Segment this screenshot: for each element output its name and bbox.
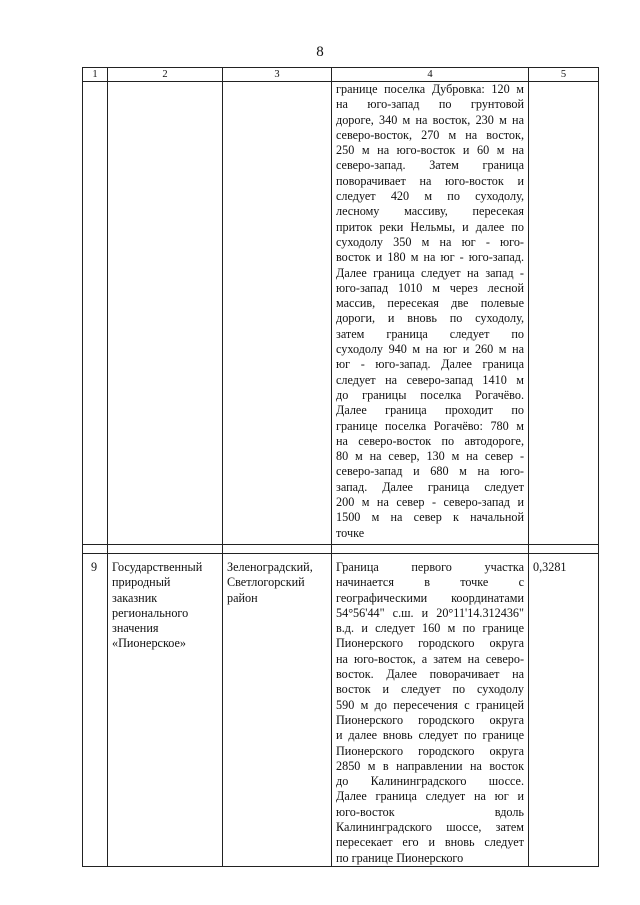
row2-boundary-lines [336, 560, 524, 866]
table-header-row [83, 68, 599, 82]
header-cell-5: 5 [529, 68, 599, 82]
row1-boundary-lines [336, 82, 524, 541]
text-line: и далее вновь следует по границе [336, 728, 524, 743]
text-line: Пионерского городского округа [336, 636, 524, 651]
text-line: восток. Далее поворачивает на [336, 667, 524, 682]
text-line: 54°56'44" с.ш. и 20°11'14.312436" [336, 605, 524, 620]
text-line: до границы поселка Рогачёво. [336, 387, 524, 402]
text-line: значения [112, 621, 159, 636]
table-row [83, 82, 599, 545]
text-line: запад. Далее граница следует [336, 479, 524, 494]
text-line: поворачивает на юго-восток и [336, 173, 524, 188]
row2-district-cell [223, 554, 332, 867]
text-line: Далее граница следует на юг и [336, 789, 524, 804]
text-line: в.д. и следует 160 м по границе [336, 621, 524, 636]
text-line: юг - юго-запад. Далее граница [336, 357, 524, 372]
text-line: затем граница следует по [336, 326, 524, 341]
text-line: северо-запад и 680 м на юго- [336, 464, 524, 479]
text-line: 200 м на север - северо-запад и [336, 495, 524, 510]
text-line: начинается в точке с [336, 575, 524, 590]
text-line: границе поселка Рогачёво: 780 м [336, 418, 524, 433]
text-line: 2850 м в направлении на восток [336, 758, 524, 773]
text-line: Государственный [112, 560, 203, 574]
text-line: район [227, 590, 258, 605]
row1-number-cell [83, 82, 108, 545]
table-row [83, 554, 599, 867]
text-line: географическими координатами [336, 590, 524, 605]
text-line: Далее граница проходит по [336, 403, 524, 418]
text-line: Граница первого участка [336, 560, 524, 574]
text-line: северо-запад. Затем граница [336, 158, 524, 173]
text-line: лесному массиву, пересекая [336, 204, 524, 219]
text-line: приток реки Нельмы, и далее по [336, 219, 524, 234]
text-line: Пионерского городского округа [336, 743, 524, 758]
text-line: на юго-запад по грунтовой [336, 97, 524, 112]
text-line: Пионерского городского округа [336, 712, 524, 727]
row2-boundary-description [332, 554, 529, 867]
text-line: 590 м до пересечения с границей [336, 697, 524, 712]
text-line: северо-восток, 270 м на восток, [336, 127, 524, 142]
text-line: точке [336, 525, 365, 540]
text-line: Далее граница следует на запад - [336, 265, 524, 280]
text-line: Светлогорский [227, 575, 305, 590]
row1-name-cell [108, 82, 223, 545]
text-line: дороге, 340 м на восток, 230 м на [336, 112, 524, 127]
text-line: восток и 180 м на юг - юго-запад. [336, 250, 524, 265]
text-line: массив, пересекая две полевые [336, 296, 524, 311]
text-line: пересекает его и вновь следует [336, 835, 524, 850]
row1-boundary-description [332, 82, 529, 545]
text-line: 80 м на север, 130 м на север - [336, 449, 524, 464]
text-line: 1500 м на север к начальной [336, 510, 524, 525]
text-line: «Пионерское» [112, 636, 186, 651]
document-table [82, 67, 599, 867]
text-line: Калининградского шоссе, затем [336, 820, 524, 835]
text-line: на юго-восток, а затем на северо- [336, 651, 524, 666]
text-line: заказник [112, 590, 158, 605]
row1-area-cell [529, 82, 599, 545]
text-line: восток и следует по суходолу [336, 682, 524, 697]
text-line: следует 420 м по суходолу, [336, 189, 524, 204]
text-line: суходолу 940 м на юг и 260 м на [336, 342, 524, 357]
row1-district-cell [223, 82, 332, 545]
text-line: дороги, и вновь по суходолу, [336, 311, 524, 326]
text-line: 250 м на юго-восток и 60 м на [336, 143, 524, 158]
row2-name-lines [112, 560, 218, 652]
row-separator [83, 545, 599, 554]
header-cell-3: 3 [223, 68, 332, 82]
text-line: на северо-восток по автодороге, [336, 433, 524, 448]
text-line: юго-восток вдоль [336, 804, 524, 819]
text-line: Зеленоградский, [227, 560, 313, 574]
header-cell-1: 1 [83, 68, 108, 82]
row2-area-cell: 0,3281 [529, 554, 599, 867]
row2-name-cell [108, 554, 223, 867]
text-line: суходолу 350 м на юг - юго- [336, 234, 524, 249]
text-line: границе поселка Дубровка: 120 м [336, 82, 524, 96]
header-cell-2: 2 [108, 68, 223, 82]
text-line: до Калининградского шоссе. [336, 774, 524, 789]
header-cell-4: 4 [332, 68, 529, 82]
text-line: регионального [112, 605, 189, 620]
row2-district-lines [227, 560, 327, 606]
row2-number-cell: 9 [83, 554, 108, 867]
text-line: юго-запад 1010 м через лесной [336, 280, 524, 295]
page-number: 8 [316, 44, 324, 60]
text-line: следует на северо-запад 1410 м [336, 372, 524, 387]
text-line: по границе Пионерского [336, 850, 464, 865]
text-line: природный [112, 575, 171, 590]
